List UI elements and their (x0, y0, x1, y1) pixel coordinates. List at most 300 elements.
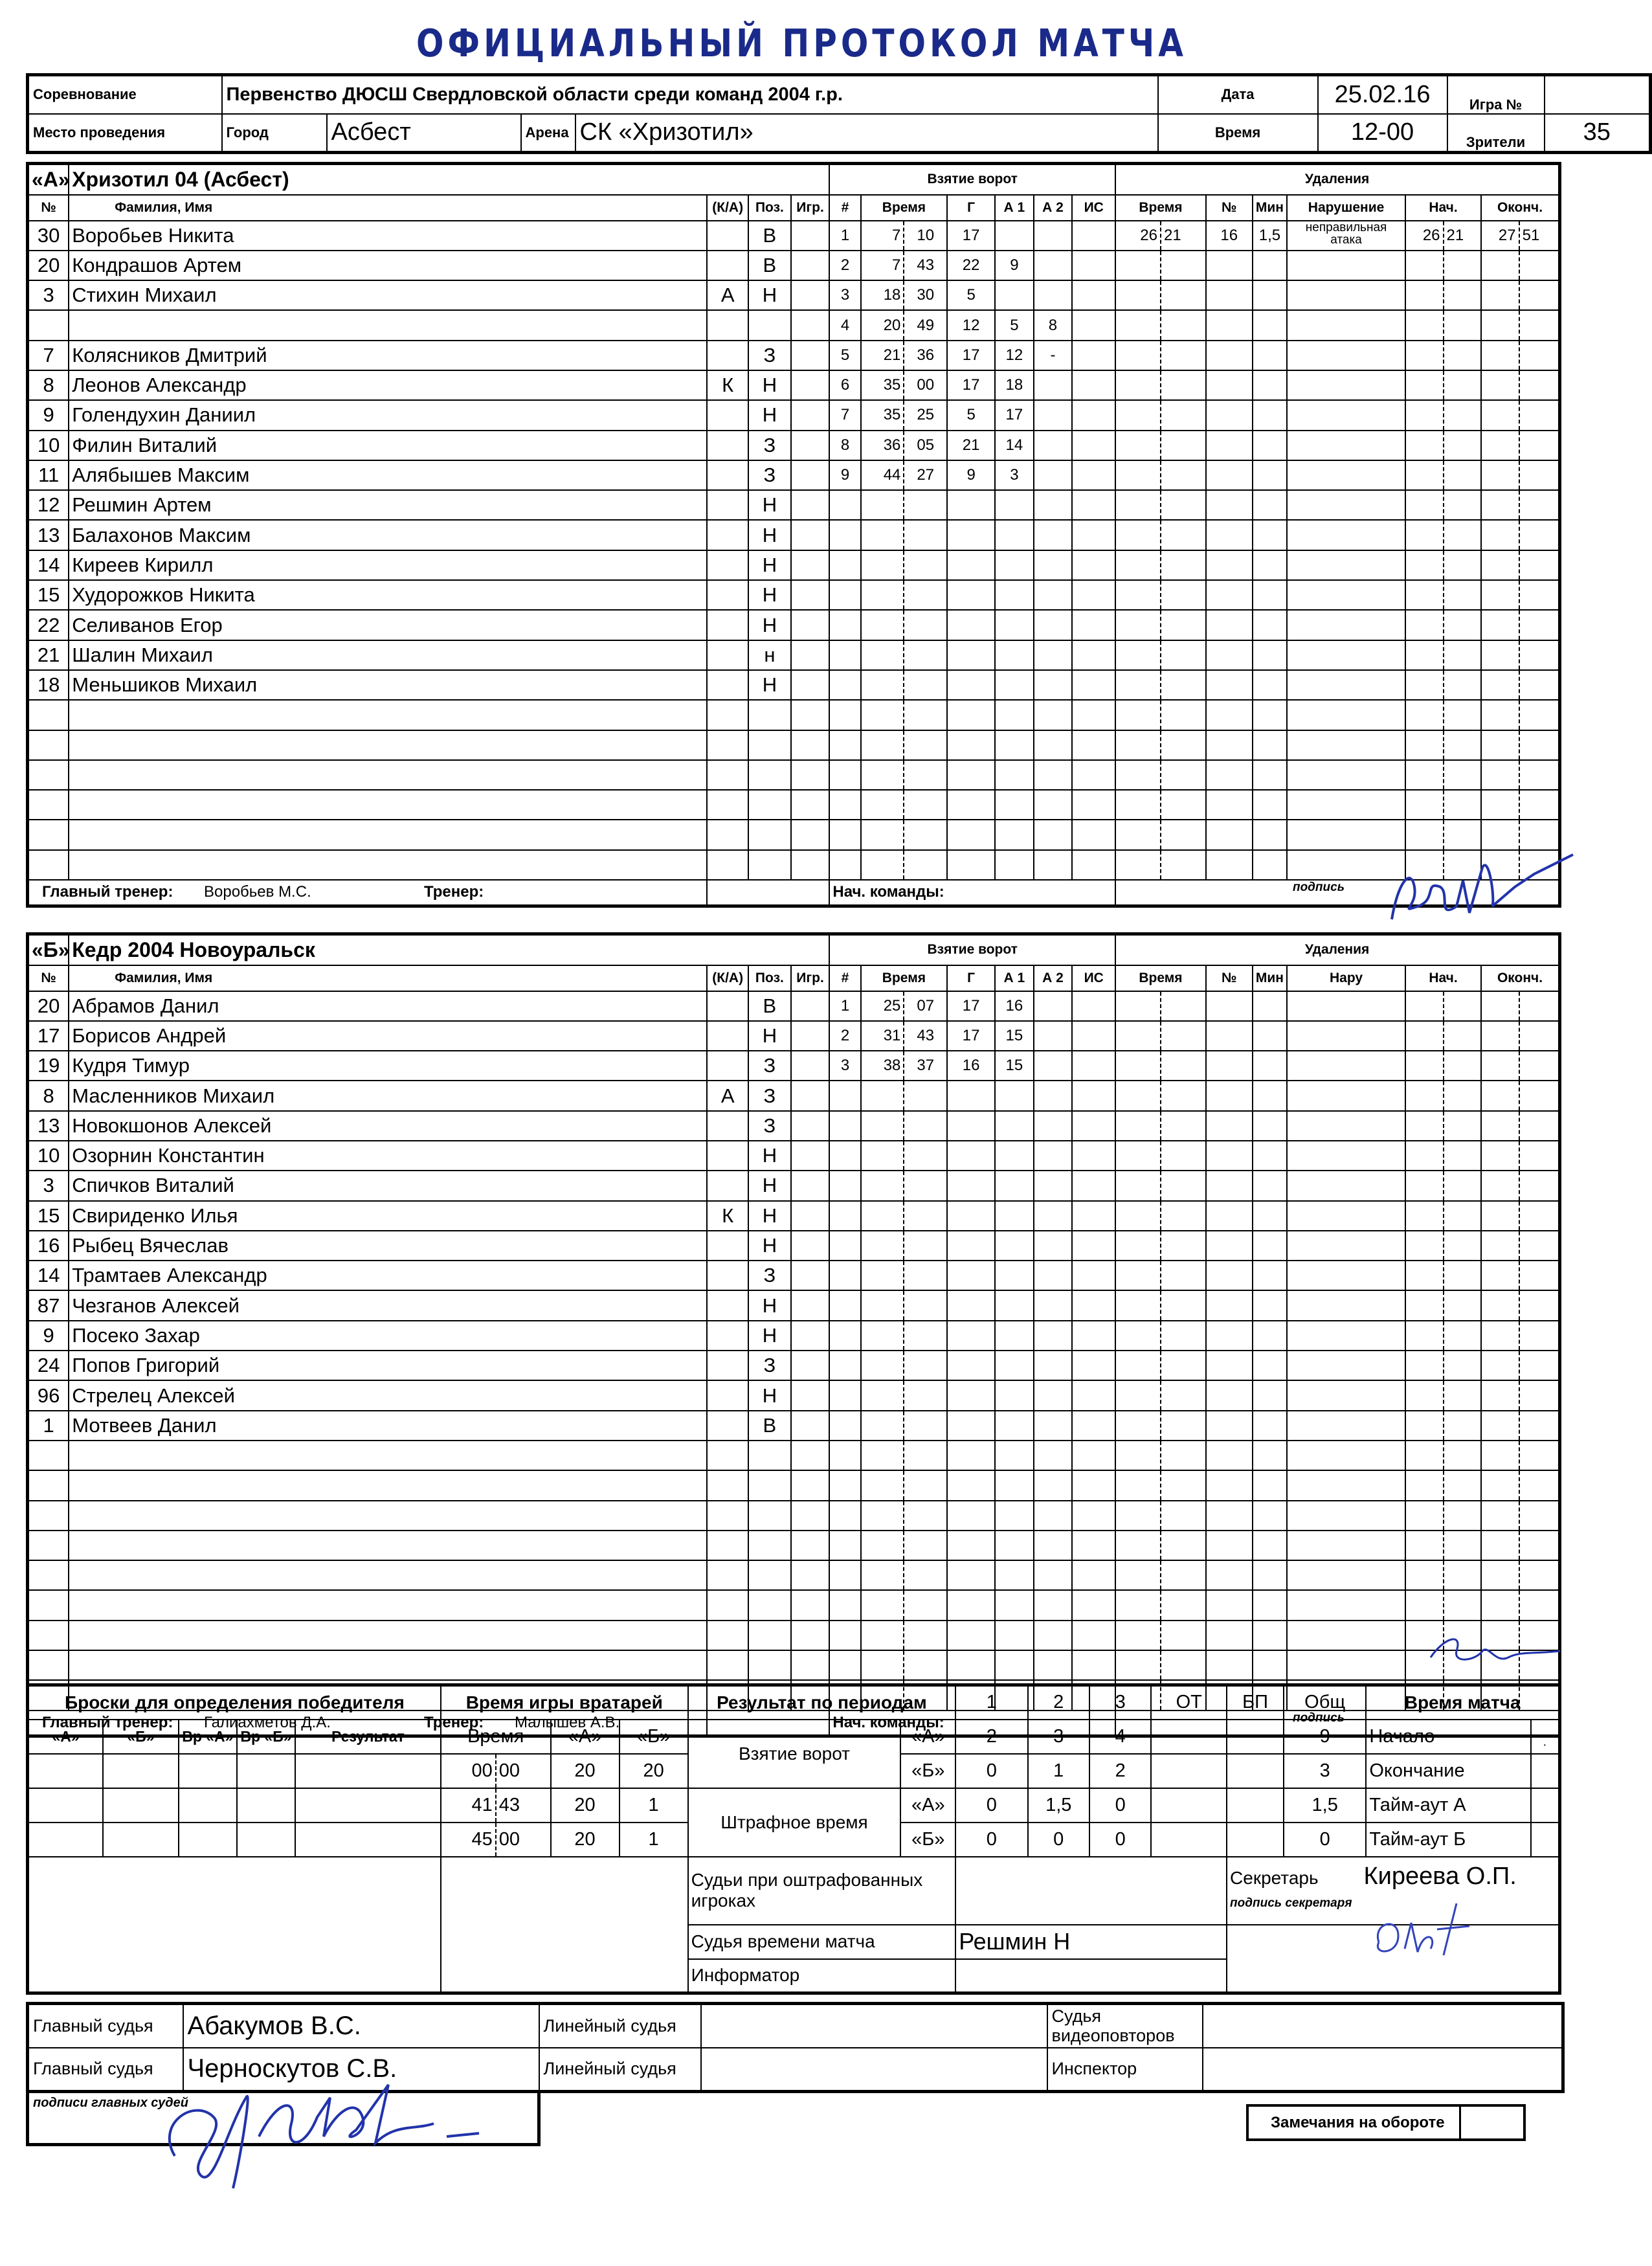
match-end-label: Окончание (1366, 1754, 1531, 1788)
team-a-player-name: Кондрашов Артем (69, 251, 707, 280)
team-b-pen-end-sec (1519, 1621, 1560, 1650)
team-b-pen-end-sec (1519, 1021, 1560, 1051)
team-b-player-pos (748, 1470, 791, 1500)
team-b-player-pos: Н (748, 1021, 791, 1051)
team-a-goal-scorer (947, 550, 995, 580)
team-b-goal-a2 (1034, 1380, 1073, 1410)
team-b-goal-is (1072, 1560, 1115, 1590)
team-b-pen-end-sec (1519, 1380, 1560, 1410)
team-b-pen-end-min (1481, 1141, 1519, 1171)
team-b-goal-number (829, 1650, 860, 1680)
team-a-player-row (28, 400, 1560, 430)
team-b-player-pos: В (748, 991, 791, 1021)
shootout-col-a: «А» (28, 1720, 104, 1754)
team-a-pen-minutes (1253, 670, 1287, 700)
team-b-player-ka (707, 1290, 748, 1320)
team-b-pen-minutes (1253, 1590, 1287, 1620)
team-b-goal-a1 (995, 1290, 1034, 1320)
team-a-goal-a2 (1034, 431, 1073, 460)
team-a-pen-min-time (1115, 460, 1161, 490)
team-b-goal-sec (904, 1470, 947, 1500)
team-b-pen-start-sec (1444, 1650, 1482, 1680)
team-a-player-number: 3 (28, 280, 69, 310)
team-b-goal-a2 (1034, 1171, 1073, 1200)
team-a-goal-is (1072, 610, 1115, 640)
team-a-pen-min-time (1115, 370, 1161, 400)
team-a-pen-end-min (1481, 850, 1519, 880)
team-b-goal-number: 2 (829, 1021, 860, 1051)
team-b-pen-start-min (1405, 1261, 1444, 1290)
team-a-goal-a1: 17 (995, 400, 1034, 430)
team-a-pen-end-sec (1519, 490, 1560, 520)
shootout-col-b: «Б» (103, 1720, 179, 1754)
team-b-player-number: 20 (28, 991, 69, 1021)
team-a-player-row (28, 820, 1560, 849)
team-b-goal-a1 (995, 1111, 1034, 1141)
team-a-pen-minutes (1253, 310, 1287, 340)
team-b-pen-violation (1287, 1470, 1405, 1500)
goalie-time-col: Время (441, 1720, 551, 1754)
team-b-player-number: 9 (28, 1321, 69, 1351)
team-a-goal-a1 (995, 790, 1034, 820)
team-b-player-number: 8 (28, 1081, 69, 1110)
goalie-sec-3: 00 (496, 1823, 551, 1857)
team-b-goal-min (861, 1171, 904, 1200)
team-b-pen-start-min (1405, 1081, 1444, 1110)
team-a-goal-a1 (995, 580, 1034, 610)
team-a-pen-minutes (1253, 760, 1287, 790)
team-b-pen-end-min (1481, 1380, 1519, 1410)
team-b-pen-end-sec (1519, 1111, 1560, 1141)
team-b-pen-min-time (1115, 1171, 1161, 1200)
team-a-pen-violation (1287, 490, 1405, 520)
team-b-goal-number (829, 1411, 860, 1441)
team-a-player-pos: В (748, 221, 791, 251)
team-a-pen-end-sec (1519, 431, 1560, 460)
team-b-header-end: Оконч. (1481, 965, 1559, 991)
team-a-pen-sec-time (1161, 550, 1206, 580)
team-a-player-pos: З (748, 431, 791, 460)
team-a-player-played (791, 310, 830, 340)
team-a-player-number: 10 (28, 431, 69, 460)
team-a-pen-start-min (1405, 400, 1444, 430)
team-b-goal-is (1072, 1351, 1115, 1380)
team-a-goals-title: Взятие ворот (829, 164, 1115, 195)
team-b-pen-start-min (1405, 1201, 1444, 1231)
team-a-pen-violation (1287, 370, 1405, 400)
team-b-pen-start-sec (1444, 1351, 1482, 1380)
team-a-pen-min-time (1115, 280, 1161, 310)
team-a-pen-start-min (1405, 700, 1444, 730)
team-b-pen-player (1206, 1231, 1253, 1261)
team-b-pen-player (1206, 1171, 1253, 1200)
team-a-player-played (791, 341, 830, 370)
team-a-player-ka (707, 730, 748, 760)
team-a-goal-number (829, 730, 860, 760)
linesman-label-1: Линейный судья (539, 2004, 701, 2048)
match-start-value (1531, 1720, 1560, 1754)
team-a-goal-min (861, 490, 904, 520)
team-a-goal-number: 1 (829, 221, 860, 251)
team-b-pen-minutes (1253, 1290, 1287, 1320)
team-a-goal-number: 4 (829, 310, 860, 340)
team-a-player-number: 9 (28, 400, 69, 430)
team-a-pen-start-min (1405, 490, 1444, 520)
shootout-cell (295, 1788, 441, 1823)
team-a-pen-end-min (1481, 700, 1519, 730)
ga-bp (1227, 1720, 1284, 1754)
team-b-goal-min (861, 1501, 904, 1531)
team-b-goal-sec (904, 1111, 947, 1141)
team-b-player-row (28, 1321, 1560, 1351)
team-b-goal-min (861, 1411, 904, 1441)
team-a-goal-scorer: 9 (947, 460, 995, 490)
goalie-empty (441, 1857, 688, 1993)
team-a-pen-end-sec (1519, 730, 1560, 760)
team-a-goal-a1: 3 (995, 460, 1034, 490)
team-b-goal-number (829, 1560, 860, 1590)
team-a-pen-min-time (1115, 730, 1161, 760)
team-a-goal-a1: 14 (995, 431, 1034, 460)
team-b-goal-number (829, 1111, 860, 1141)
team-a-goal-number (829, 640, 860, 670)
team-b-pen-min-time (1115, 1441, 1161, 1470)
team-a-player-ka: А (707, 280, 748, 310)
team-b-pen-player (1206, 1321, 1253, 1351)
team-a-pen-start-sec (1444, 580, 1482, 610)
team-a-player-played (791, 670, 830, 700)
team-a-player-pos (748, 760, 791, 790)
team-b-header-name: Фамилия, Имя (69, 965, 707, 991)
team-a-pen-end-sec (1519, 341, 1560, 370)
team-a-player-pos (748, 730, 791, 760)
team-a-player-pos (748, 700, 791, 730)
team-a-player-number (28, 760, 69, 790)
team-a-player-name: Решмин Артем (69, 490, 707, 520)
team-a-pen-start-sec (1444, 850, 1482, 880)
team-a-header-is: ИС (1072, 195, 1115, 221)
team-a-player-row (28, 460, 1560, 490)
team-b-goal-min (861, 1231, 904, 1261)
team-a-goal-a1 (995, 700, 1034, 730)
team-a-pen-sec-time (1161, 700, 1206, 730)
team-a-pen-minutes (1253, 460, 1287, 490)
team-b-player-played (791, 991, 830, 1021)
gb-3: 2 (1089, 1754, 1151, 1788)
team-b-pen-minutes (1253, 1141, 1287, 1171)
team-b-goal-min (861, 1531, 904, 1560)
team-b-pen-end-sec (1519, 1231, 1560, 1261)
team-b-pen-minutes (1253, 991, 1287, 1021)
team-b-header-pen-time: Время (1115, 965, 1206, 991)
game-label: Игра № (1447, 75, 1545, 114)
team-b-pen-sec-time (1161, 1380, 1206, 1410)
team-a-coach-label: Тренер: (424, 883, 484, 901)
team-b-player-ka: К (707, 1201, 748, 1231)
team-b-pen-start-sec (1444, 1560, 1482, 1590)
team-a-goal-a2 (1034, 670, 1073, 700)
team-b-header-violation: Нару (1287, 965, 1405, 991)
team-b-pen-end-sec (1519, 1351, 1560, 1380)
team-b-pen-violation (1287, 1441, 1405, 1470)
goals-a-label: «А» (900, 1720, 955, 1754)
ga-1: 2 (955, 1720, 1027, 1754)
team-a-goal-number (829, 760, 860, 790)
team-b-goal-sec (904, 1351, 947, 1380)
team-a-pen-player (1206, 700, 1253, 730)
team-a-pen-end-min (1481, 431, 1519, 460)
team-a-pen-player (1206, 760, 1253, 790)
city-value: Асбест (327, 114, 521, 153)
team-b-pen-minutes (1253, 1411, 1287, 1441)
team-b-pen-end-min (1481, 1650, 1519, 1680)
team-b-goal-a2 (1034, 1261, 1073, 1290)
team-a-pen-min-time (1115, 310, 1161, 340)
team-a-player-row (28, 221, 1560, 251)
team-a-goal-is (1072, 431, 1115, 460)
shootout-header: БП (1227, 1685, 1284, 1720)
team-b-goal-a1 (995, 1411, 1034, 1441)
team-b-pen-start-min (1405, 1021, 1444, 1051)
team-b-goal-number (829, 1470, 860, 1500)
shootout-title: Броски для определения победителя (28, 1685, 441, 1720)
team-a-goal-is (1072, 221, 1115, 251)
team-b-coach-value: Малышев А.В. (515, 1713, 620, 1731)
team-a-pen-end-min (1481, 460, 1519, 490)
team-b-goal-sec: 07 (904, 991, 947, 1021)
team-a-player-name: Алябышев Максим (69, 460, 707, 490)
team-b-pen-start-sec (1444, 1081, 1482, 1110)
team-b-player-ka (707, 1261, 748, 1290)
team-b-goal-a2 (1034, 1201, 1073, 1231)
team-b-goal-a2 (1034, 1470, 1073, 1500)
team-b-pen-min-time (1115, 1321, 1161, 1351)
team-b-goal-sec (904, 1590, 947, 1620)
penalty-time-label: Штрафное время (688, 1788, 901, 1857)
team-a-pen-min-time (1115, 490, 1161, 520)
team-a-pen-min-time: 26 (1115, 221, 1161, 251)
team-b-pen-minutes (1253, 1351, 1287, 1380)
team-a-goal-is (1072, 700, 1115, 730)
team-a-player-row (28, 850, 1560, 880)
pb-1: 0 (955, 1823, 1027, 1857)
team-a-pen-player (1206, 400, 1253, 430)
team-b-pen-start-sec (1444, 1380, 1482, 1410)
team-b-goal-sec (904, 1531, 947, 1560)
team-b-goal-number (829, 1081, 860, 1110)
team-a-player-played (791, 370, 830, 400)
team-b-goal-a1 (995, 1560, 1034, 1590)
team-b-head-coach-label: Главный тренер: (42, 1713, 173, 1731)
team-a-pen-start-min (1405, 640, 1444, 670)
team-a-pen-violation (1287, 520, 1405, 550)
team-b-header-pos: Поз. (748, 965, 791, 991)
team-b-goal-a1 (995, 1501, 1034, 1531)
team-b-pen-violation (1287, 1351, 1405, 1380)
team-b-pen-violation (1287, 1141, 1405, 1171)
team-b-player-row (28, 1171, 1560, 1200)
team-b-goal-is (1072, 1231, 1115, 1261)
team-a-header-hash: # (829, 195, 860, 221)
team-a-player-number: 13 (28, 520, 69, 550)
team-b-pen-violation (1287, 1531, 1405, 1560)
team-b-goal-is (1072, 1171, 1115, 1200)
informer-value (955, 1959, 1227, 1993)
team-a-player-pos: Н (748, 580, 791, 610)
team-a-goal-is (1072, 310, 1115, 340)
team-a-player-number (28, 850, 69, 880)
team-a-pen-end-sec (1519, 760, 1560, 790)
team-b-player-number: 16 (28, 1231, 69, 1261)
team-a-goal-scorer: 21 (947, 431, 995, 460)
team-a-pen-end-sec (1519, 400, 1560, 430)
team-b-player-number: 13 (28, 1111, 69, 1141)
team-a-pen-sec-time (1161, 790, 1206, 820)
team-a-goal-scorer (947, 700, 995, 730)
team-b-pen-player (1206, 1051, 1253, 1081)
team-b-goal-a1 (995, 1380, 1034, 1410)
team-a-player-pos: Н (748, 670, 791, 700)
match-end-value (1531, 1754, 1560, 1788)
team-b-table (26, 932, 1561, 1738)
team-b-pen-start-sec (1444, 1531, 1482, 1560)
linesman-value-2 (701, 2048, 1047, 2092)
team-b-goal-min (861, 1321, 904, 1351)
team-a-pen-min-time (1115, 700, 1161, 730)
referee-sign-label: подписи главных судей (33, 2096, 188, 2110)
team-b-player-played (791, 1441, 830, 1470)
team-a-pen-min-time (1115, 400, 1161, 430)
team-a-goal-scorer (947, 850, 995, 880)
team-a-player-name (69, 700, 707, 730)
team-a-pen-min-time (1115, 550, 1161, 580)
team-b-player-pos (748, 1650, 791, 1680)
team-b-pen-minutes (1253, 1111, 1287, 1141)
team-a-player-number (28, 790, 69, 820)
team-b-goal-a1 (995, 1621, 1034, 1650)
team-a-player-name: Голендухин Даниил (69, 400, 707, 430)
team-a-goal-a2 (1034, 580, 1073, 610)
shootout-cell (28, 1754, 104, 1788)
team-b-goal-is (1072, 1021, 1115, 1051)
team-b-pen-player (1206, 1501, 1253, 1531)
team-b-pen-end-sec (1519, 1081, 1560, 1110)
team-a-pen-sec-time (1161, 370, 1206, 400)
team-a-pen-violation (1287, 550, 1405, 580)
team-b-player-name: Масленников Михаил (69, 1081, 707, 1110)
team-a-goal-a1: 9 (995, 251, 1034, 280)
team-b-player-played (791, 1111, 830, 1141)
team-a-player-played (791, 730, 830, 760)
team-a-pen-sec-time (1161, 490, 1206, 520)
team-a-goal-min (861, 760, 904, 790)
team-b-player-number (28, 1441, 69, 1470)
team-a-pen-sec-time (1161, 251, 1206, 280)
goals-label: Взятие ворот (688, 1720, 901, 1788)
team-b-pen-minutes (1253, 1470, 1287, 1500)
pb-ot (1151, 1823, 1227, 1857)
team-a-pen-end-sec: 51 (1519, 221, 1560, 251)
timeout-b-value (1531, 1823, 1560, 1857)
team-a-pen-end-min (1481, 580, 1519, 610)
team-b-pen-violation (1287, 1290, 1405, 1320)
team-a-pen-sec-time: 21 (1161, 221, 1206, 251)
team-b-pen-min-time (1115, 1231, 1161, 1261)
team-b-pen-violation (1287, 1380, 1405, 1410)
team-a-player-name (69, 820, 707, 849)
team-a-player-name (69, 850, 707, 880)
team-b-player-row (28, 1201, 1560, 1231)
team-b-goal-sec (904, 1441, 947, 1470)
shootout-cell (179, 1754, 237, 1788)
team-b-pen-end-sec (1519, 1411, 1560, 1441)
team-b-goal-is (1072, 1621, 1115, 1650)
team-a-goal-is (1072, 400, 1115, 430)
shootout-col-gka: Вр «А» (179, 1720, 237, 1754)
video-judge-value (1203, 2004, 1563, 2048)
team-b-player-name: Трамтаев Александр (69, 1261, 707, 1290)
team-b-goal-scorer (947, 1261, 995, 1290)
team-a-player-pos (748, 310, 791, 340)
team-a-header-a2: А 2 (1034, 195, 1073, 221)
team-a-goal-min (861, 730, 904, 760)
ga-total: 9 (1284, 1720, 1366, 1754)
team-a-goal-number (829, 820, 860, 849)
team-b-player-played (791, 1141, 830, 1171)
team-a-pen-violation (1287, 251, 1405, 280)
team-b-header-g: Г (947, 965, 995, 991)
team-b-player-number: 10 (28, 1141, 69, 1171)
team-b-goal-number (829, 1261, 860, 1290)
team-a-player-played (791, 520, 830, 550)
team-a-goal-is (1072, 251, 1115, 280)
team-a-player-row (28, 760, 1560, 790)
team-a-goal-min: 35 (861, 400, 904, 430)
team-b-pen-end-sec (1519, 1441, 1560, 1470)
team-a-player-ka (707, 251, 748, 280)
team-a-player-number: 15 (28, 580, 69, 610)
team-b-goal-a2 (1034, 1021, 1073, 1051)
team-b-goal-a2 (1034, 1621, 1073, 1650)
team-a-player-name (69, 790, 707, 820)
team-a-player-ka (707, 580, 748, 610)
team-a-goal-is (1072, 341, 1115, 370)
team-a-goal-min: 7 (861, 221, 904, 251)
team-b-goal-a1 (995, 1650, 1034, 1680)
match-start-label: Начало (1366, 1720, 1531, 1754)
team-a-player-name: Балахонов Максим (69, 520, 707, 550)
team-a-goal-a2: 8 (1034, 310, 1073, 340)
team-a-goal-sec: 36 (904, 341, 947, 370)
team-a-pen-sec-time (1161, 640, 1206, 670)
team-a-goal-a1: 18 (995, 370, 1034, 400)
team-a-goal-sec (904, 490, 947, 520)
team-b-player-number: 15 (28, 1201, 69, 1231)
team-b-pen-start-sec (1444, 1470, 1482, 1500)
gb-bp (1227, 1754, 1284, 1788)
team-a-pen-min-time (1115, 610, 1161, 640)
secretary-sign-label: подпись секретаря (1230, 1896, 1352, 1910)
team-a-goal-sec: 30 (904, 280, 947, 310)
team-b-goal-min: 38 (861, 1051, 904, 1081)
team-b-goal-a1: 15 (995, 1021, 1034, 1051)
team-a-goal-scorer: 17 (947, 341, 995, 370)
team-b-goal-scorer (947, 1531, 995, 1560)
team-b-goal-a1 (995, 1141, 1034, 1171)
team-a-pen-start-sec (1444, 790, 1482, 820)
team-b-goal-min (861, 1201, 904, 1231)
team-b-player-ka (707, 1621, 748, 1650)
